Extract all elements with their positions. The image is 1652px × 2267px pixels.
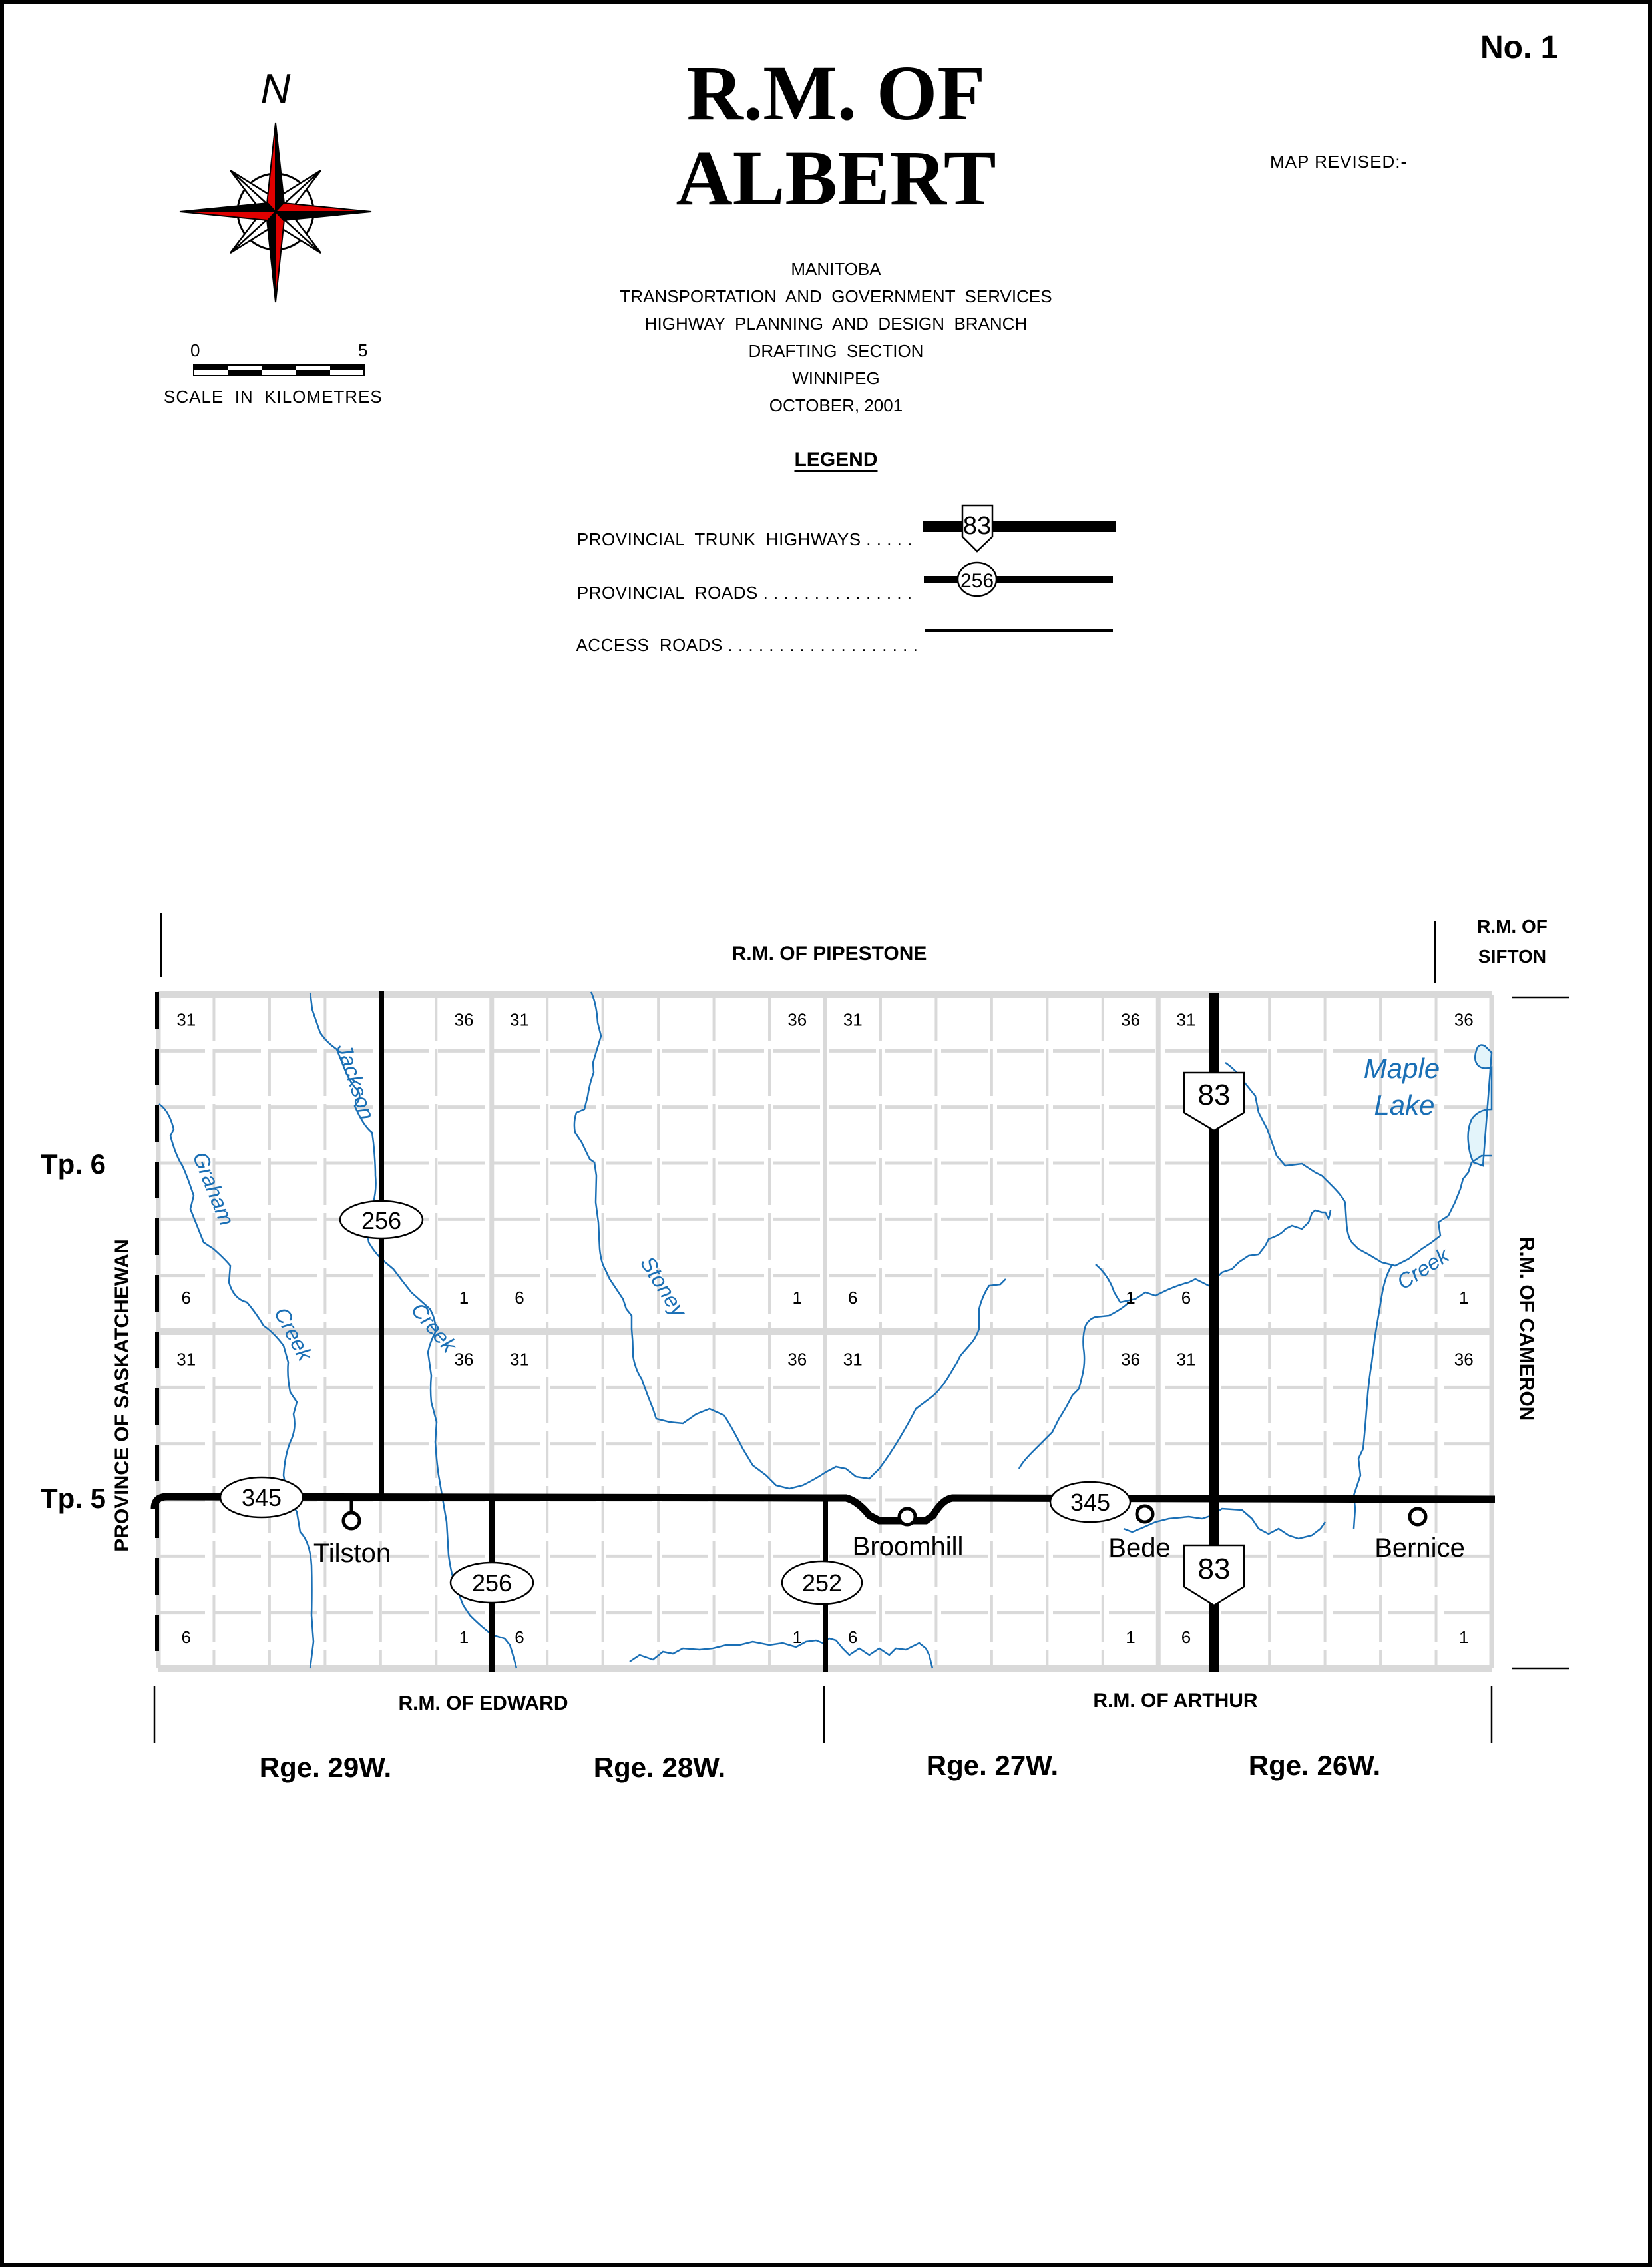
range-label-26w: Rge. 26W.: [1248, 1750, 1381, 1781]
neighbour-west-label: PROVINCE OF SASKATCHEWAN: [111, 1239, 133, 1552]
section-number: 36: [787, 1349, 807, 1370]
hwy-256-shield-south: [451, 1563, 533, 1603]
section-number: 1: [1459, 1287, 1469, 1308]
sheet-number: No. 1: [1480, 30, 1559, 65]
neighbour-southeast-label: R.M. OF ARTHUR: [1093, 1690, 1258, 1712]
map-revised-label: MAP REVISED:-: [1270, 152, 1408, 172]
section-number: 6: [847, 1627, 858, 1648]
agency-line: WINNIPEG: [792, 368, 880, 388]
shield-number: 256: [361, 1207, 402, 1234]
township-label-6: Tp. 6: [40, 1148, 106, 1180]
legend-provincial-shield-number: 256: [960, 570, 994, 592]
section-number: 6: [847, 1287, 858, 1308]
hwy-83-shield-north: [1184, 1073, 1244, 1131]
stoney-creek-label: Stoney: [636, 1252, 692, 1322]
community-marker-icon: [1137, 1506, 1153, 1522]
section-number: 1: [459, 1287, 469, 1308]
community-marker-icon: [343, 1513, 359, 1529]
east-creek-label: Creek: [1392, 1243, 1454, 1294]
community-marker-icon: [1410, 1509, 1426, 1525]
page-title: [603, 51, 1069, 221]
section-number: 36: [1454, 1349, 1474, 1370]
shield-number: 256: [471, 1569, 513, 1597]
hwy-256-shield-north: [340, 1201, 423, 1238]
scale-bar: [193, 364, 366, 378]
section-number: 36: [454, 1349, 474, 1370]
compass-rose-icon: [164, 64, 383, 317]
north-label: N: [260, 66, 291, 112]
neighbour-northeast-label-2: SIFTON: [1478, 946, 1547, 967]
legend-label: ACCESS ROADS: [576, 635, 723, 655]
range-label-27w: Rge. 27W.: [926, 1750, 1059, 1781]
township-label-5: Tp. 5: [40, 1483, 106, 1514]
agency-line: HIGHWAY PLANNING AND DESIGN BRANCH: [644, 314, 1028, 334]
section-number: 1: [792, 1287, 803, 1308]
agency-line: DRAFTING SECTION: [748, 341, 924, 361]
section-number: 1: [459, 1627, 469, 1648]
hwy-345-shield-west: [220, 1477, 303, 1517]
scale-units-label: SCALE IN KILOMETRES: [164, 387, 383, 407]
maple-lake-label-2: Lake: [1374, 1089, 1435, 1121]
hwy-252-shield: [782, 1561, 862, 1604]
legend-leader: . . . . . . . . . . . . . . . . . . .: [722, 635, 919, 655]
range-labels: [260, 1750, 1380, 1783]
neighbour-northeast-label-1: R.M. OF: [1477, 916, 1548, 937]
section-number: 36: [454, 1009, 474, 1030]
section-number: 31: [1176, 1349, 1196, 1370]
legend-leader: . . . . . . . . . . . . . . .: [757, 583, 913, 603]
community-name: Broomhill: [852, 1532, 964, 1561]
section-number: 6: [181, 1287, 191, 1308]
section-number: 36: [787, 1009, 807, 1030]
shield-number: 345: [1070, 1489, 1111, 1516]
shield-number: 345: [241, 1484, 282, 1511]
section-number: 36: [1121, 1009, 1140, 1030]
legend-provincial-line: [924, 576, 1113, 583]
section-number: 1: [1126, 1627, 1136, 1648]
legend-label: PROVINCIAL TRUNK HIGHWAYS: [576, 529, 861, 549]
neighbour-southwest-label: R.M. OF EDWARD: [398, 1692, 568, 1714]
section-number: 36: [1121, 1349, 1140, 1370]
section-number: 36: [1454, 1009, 1474, 1030]
section-number: 31: [1176, 1009, 1196, 1030]
legend-trunk-shield-number: 83: [962, 512, 992, 540]
municipal-map: [4, 870, 1652, 1802]
community-bernice: [1374, 1509, 1465, 1563]
legend-item-access: [556, 615, 918, 676]
agency-line: MANITOBA: [791, 259, 881, 279]
graham-creek-label: Graham: [188, 1148, 240, 1229]
title-line-1: R.M. OF: [686, 49, 986, 136]
legend-title: LEGEND: [794, 449, 878, 471]
section-number: 6: [1181, 1627, 1191, 1648]
section-number: 31: [176, 1349, 196, 1370]
agency-line: TRANSPORTATION AND GOVERNMENT SERVICES: [620, 286, 1052, 306]
legend-trunk-line: [923, 521, 1116, 532]
community-marker-icon: [899, 1509, 915, 1525]
shield-number: 83: [1197, 1553, 1231, 1585]
hwy-83-shield-south: [1184, 1545, 1244, 1605]
title-line-2: ALBERT: [676, 134, 996, 222]
agency-line: OCTOBER, 2001: [769, 395, 903, 415]
community-name: Bede: [1108, 1533, 1171, 1563]
section-number: 31: [176, 1009, 196, 1030]
legend-access-line: [925, 629, 1113, 632]
community-name: Tilston: [313, 1539, 391, 1568]
scale-end-label: 5: [358, 340, 368, 360]
section-number: 31: [843, 1009, 863, 1030]
community-name: Bernice: [1374, 1533, 1465, 1563]
hwy-345-shield-east: [1050, 1482, 1130, 1522]
township-labels: [41, 1148, 106, 1514]
section-number: 6: [181, 1627, 191, 1648]
shield-number: 252: [801, 1569, 843, 1597]
section-number: 6: [515, 1287, 524, 1308]
section-number: 1: [792, 1627, 803, 1648]
jackson-creek-label-2: Creek: [406, 1298, 462, 1357]
neighbour-north-label: R.M. OF PIPESTONE: [731, 943, 927, 965]
scale-start-label: 0: [190, 340, 200, 360]
jackson-creek-label: Jackson: [332, 1041, 379, 1123]
section-number: 1: [1126, 1287, 1136, 1308]
section-number: 1: [1459, 1627, 1469, 1648]
neighbour-east-label: R.M. OF CAMERON: [1516, 1236, 1538, 1421]
section-number: 6: [1181, 1287, 1191, 1308]
shield-number: 83: [1197, 1079, 1231, 1111]
legend-leader: . . . . .: [861, 529, 913, 549]
section-number: 31: [510, 1349, 529, 1370]
range-label-29w: Rge. 29W.: [259, 1752, 392, 1783]
section-number: 31: [843, 1349, 863, 1370]
section-number: 31: [510, 1009, 529, 1030]
agency-block: [523, 256, 1149, 419]
maple-lake-label-1: Maple: [1363, 1053, 1440, 1084]
graham-creek-label-2: Creek: [269, 1303, 317, 1365]
legend-label: PROVINCIAL ROADS: [576, 583, 758, 603]
range-label-28w: Rge. 28W.: [593, 1752, 726, 1783]
legend-symbols: [923, 497, 1122, 643]
section-number: 6: [515, 1627, 524, 1648]
